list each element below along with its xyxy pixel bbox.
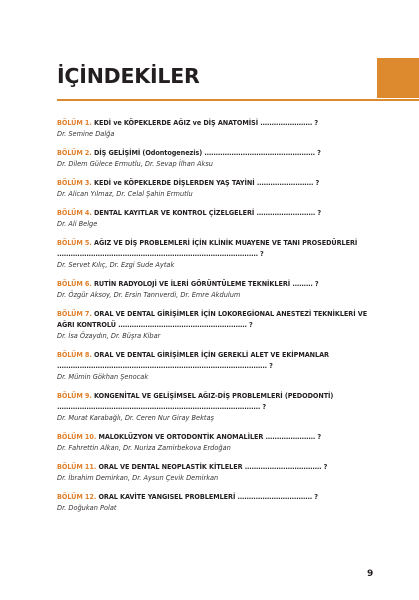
- toc-entry-heading: [57, 207, 375, 218]
- toc-entry[interactable]: [57, 431, 375, 453]
- dot-leader: .......................: [260, 118, 313, 127]
- chapter-page-number: ?: [248, 320, 253, 329]
- chapter-page-number: ?: [314, 279, 319, 288]
- chapter-title: MALOKLÜZYON VE ORTODONTİK ANOMALİLER: [98, 432, 264, 441]
- toc-entry[interactable]: [57, 278, 375, 300]
- chapter-page-number: ?: [315, 178, 320, 187]
- toc-entry-heading: [57, 431, 375, 442]
- chapter-page-number: ?: [260, 249, 264, 258]
- chapter-authors: Dr. Ali Belge: [57, 220, 98, 228]
- chapter-title: DİŞ GELİŞİMİ (Odontogenezis): [93, 148, 203, 157]
- page-title: İÇİNDEKİLER: [57, 64, 200, 88]
- dot-leader: ......................: [265, 432, 316, 441]
- toc-entry-heading: [57, 390, 375, 412]
- chapter-label: BÖLÜM 9.: [57, 391, 92, 400]
- dot-leader: .........................................................................................: [57, 249, 258, 258]
- chapter-title: AĞIZ VE DİŞ PROBLEMLERİ İÇİN KLİNİK MUAYENE VE TANI PROSEDÜRLERİ: [93, 238, 358, 247]
- dot-leader: .................................................: [204, 148, 315, 157]
- toc-entry-heading: [57, 278, 375, 289]
- chapter-authors: Dr. Alican Yılmaz, Dr. Celal Şahin Ermutlu: [57, 190, 193, 198]
- chapter-authors: Dr. İsa Özaydın, Dr. Büşra Kibar: [57, 332, 161, 340]
- chapter-label: BÖLÜM 3.: [57, 178, 92, 187]
- dot-leader: ..........................................................................................: [57, 402, 261, 411]
- dot-leader: .........: [292, 279, 313, 288]
- page-number: 9: [367, 569, 374, 579]
- chapter-label: BÖLÜM 5.: [57, 238, 92, 247]
- toc-entry-heading: [57, 349, 375, 371]
- chapter-authors: Dr. Mümin Gökhan Şenocak: [57, 373, 149, 381]
- dot-leader: .........................................................: [118, 320, 247, 329]
- chapter-title: KEDİ ve KÖPEKLERDE DİŞLERDEN YAŞ TAYİNİ: [93, 178, 255, 187]
- chapter-page-number: ?: [269, 361, 273, 370]
- title-divider: [57, 99, 419, 101]
- toc-entry[interactable]: [57, 117, 375, 139]
- dot-leader: ..........................: [256, 208, 316, 217]
- chapter-label: BÖLÜM 7.: [57, 309, 92, 318]
- chapter-authors: Dr. Özgür Aksoy, Dr. Ersin Tanrıverdi, Dr. Emre Akdulum: [57, 291, 241, 299]
- chapter-page-number: ?: [262, 402, 267, 411]
- chapter-label: BÖLÜM 10.: [57, 432, 97, 441]
- chapter-label: BÖLÜM 6.: [57, 279, 92, 288]
- chapter-page-number: ?: [314, 492, 318, 501]
- chapter-label: BÖLÜM 2.: [57, 148, 92, 157]
- toc-entry[interactable]: [57, 147, 375, 169]
- chapter-authors: Dr. Servet Kılıç, Dr. Ezgi Sude Aytak: [57, 261, 175, 269]
- toc-entry[interactable]: [57, 308, 375, 341]
- chapter-page-number: ?: [323, 462, 328, 471]
- dot-leader: .................................: [237, 492, 312, 501]
- toc-entry-heading: [57, 491, 375, 502]
- chapter-authors: Dr. Semine Dalğa: [57, 130, 115, 138]
- chapter-authors: Dr. Dilem Gülece Ermutlu, Dr. Sevap İlhan Aksu: [57, 160, 213, 168]
- chapter-title: ORAL KAVİTE YANGISEL PROBLEMLERİ: [98, 492, 236, 501]
- toc-entry-heading: [57, 308, 375, 330]
- chapter-title: ORAL VE DENTAL GİRİŞİMLER İÇİN GEREKLİ ALET VE EKİPMANLAR: [93, 350, 329, 359]
- chapter-page-number: ?: [317, 432, 322, 441]
- chapter-label: BÖLÜM 8.: [57, 350, 92, 359]
- toc-entry-heading: [57, 237, 375, 259]
- toc-entry[interactable]: [57, 207, 375, 229]
- chapter-title: KEDİ ve KÖPEKLERDE AĞIZ ve DİŞ ANATOMİSİ: [93, 118, 259, 127]
- toc-entry-heading: [57, 461, 375, 472]
- toc-entry[interactable]: [57, 177, 375, 199]
- toc-entry-heading: [57, 177, 375, 188]
- chapter-page-number: ?: [317, 148, 321, 157]
- toc-entry-heading: [57, 117, 375, 128]
- chapter-authors: Dr. İbrahim Demirkan, Dr. Aysun Çevik Demirkan: [57, 474, 219, 482]
- chapter-label: BÖLÜM 11.: [57, 462, 97, 471]
- chapter-label: BÖLÜM 12.: [57, 492, 97, 501]
- chapter-authors: Dr. Murat Karabağlı, Dr. Ceren Nur Giray Bektaş: [57, 414, 214, 422]
- toc-entry-heading: [57, 147, 375, 158]
- chapter-title: DENTAL KAYITLAR VE KONTROL ÇİZELGELERİ: [93, 208, 255, 217]
- chapter-authors: Dr. Fahrettin Alkan, Dr. Nuriza Zamirbekova Erdoğan: [57, 444, 231, 452]
- chapter-title: KONGENİTAL VE GELİŞİMSEL AĞIZ-DİŞ PROBLEMLERİ (PEDODONTİ): [93, 391, 334, 400]
- chapter-title: ORAL VE DENTAL GİRİŞİMLER İÇİN LOKOREGİONAL ANESTEZİ TEKNİKLERİ VE AĞRI KONTROLÜ: [57, 309, 368, 329]
- toc-entry[interactable]: [57, 461, 375, 483]
- dot-leader: .........................: [256, 178, 314, 187]
- chapter-label: BÖLÜM 1.: [57, 118, 92, 127]
- dot-leader: ..................................: [244, 462, 322, 471]
- accent-tab: [377, 58, 419, 98]
- toc-entry[interactable]: [57, 349, 375, 382]
- chapter-title: RUTİN RADYOLOJİ VE İLERİ GÖRÜNTÜLEME TEKNİKLERİ: [93, 279, 291, 288]
- toc-entry[interactable]: [57, 237, 375, 270]
- chapter-label: BÖLÜM 4.: [57, 208, 92, 217]
- toc-entry[interactable]: [57, 491, 375, 513]
- chapter-title: ORAL VE DENTAL NEOPLASTİK KİTLELER: [98, 462, 243, 471]
- toc-entry[interactable]: [57, 390, 375, 423]
- chapter-page-number: ?: [317, 208, 322, 217]
- dot-leader: .............................................................................................: [57, 361, 267, 370]
- chapter-page-number: ?: [314, 118, 319, 127]
- table-of-contents: [57, 117, 375, 521]
- chapter-authors: Dr. Doğukan Polat: [57, 504, 117, 512]
